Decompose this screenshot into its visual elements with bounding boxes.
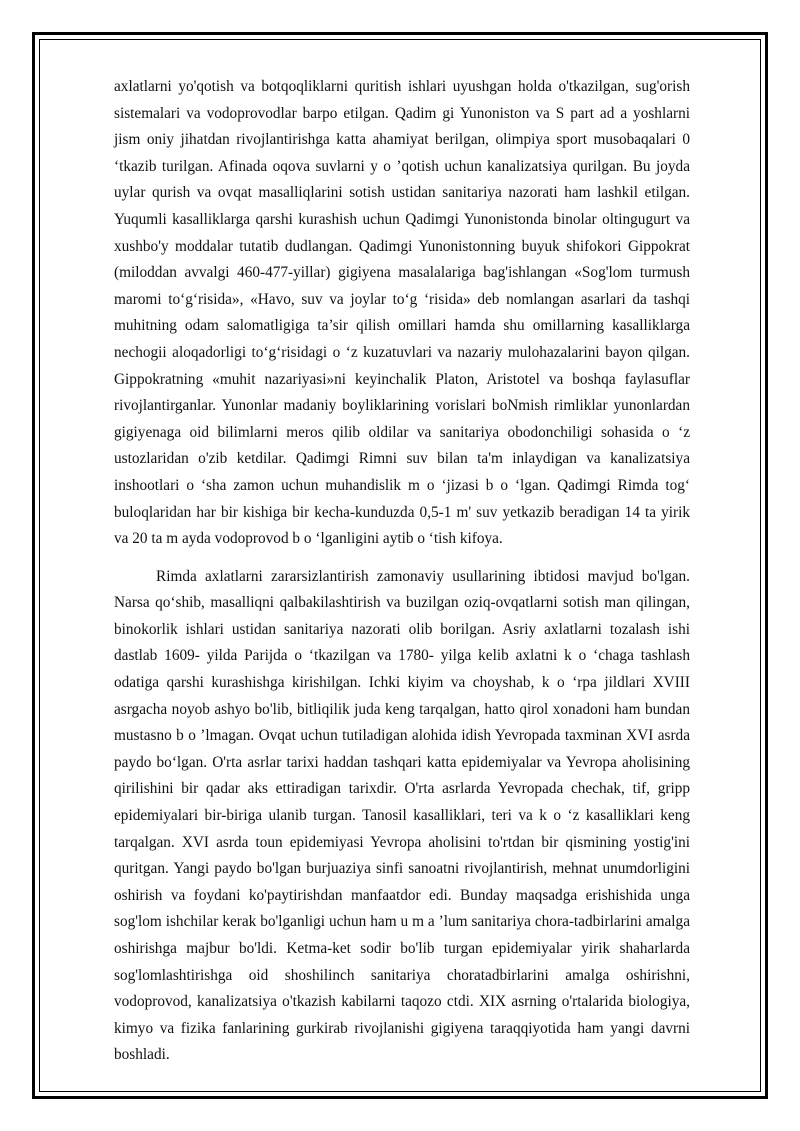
paragraph-1: axlatlarni yo'qotish va botqoqliklarni quritish ishlari uyushgan holda o'tkazilgan, sug'orish sistemalari va vodoprovodlar barpo etilgan. Qadim gi Yunoniston va S part ad a yoshlarni jism oniy jihatdan rivojlantirishga katta ahamiyat berilgan, olimpiya sport musobaqalari 0 ‘tkazib turilgan. Afinada oqova suvlarni y o ’qotish uchun kanalizatsiya qurilgan. Bu joyda uylar qurish va ovqat masalliqlarini sotish ustidan sanitariya nazorati ham lashkil etilgan. Yuqumli kasalliklarga qarshi kurashish uchun Qadimgi Yunonistonda binolar oltingugurt va xushbo'y moddalar tutatib dudlangan. Qadimgi Yunonistonning buyuk shifokori Gippokrat (miloddan avvalgi 460-477-yillar) gigiyena masalalariga bag'ishlangan «Sog'lom turmush maromi to‘g‘risida», «Havo, suv va joylar to‘g ‘risida» deb nomlangan asarlari da tashqi muhitning odam salomatligiga ta’sir qilish omillari hamda shu omillarning kasalliklarga nechogii aloqadorligi to‘g‘risidagi o ‘z kuzatuvlari va nazariy mulohazalarini bayon qilgan. Gippokratning «muhit nazariyasi»ni keyinchalik Platon, Aristotel va boshqa faylasuflar rivojlantirganlar. Yunonlar madaniy boyliklarining vorislari boNmish rimliklar yunonlardan gigiyenaga oid bilimlarni meros qilib oldilar va sanitariya obodonchiligi sohasida o ‘z ustozlaridan o'zib ketdilar. Qadimgi Rimni suv bilan ta'm inlaydigan va kanalizatsiya inshootlari o ‘sha zamon uchun muhandislik m o ‘jizasi b o ‘lgan. Qadimgi Rimda tog‘ buloqlaridan har bir kishiga bir kecha-kunduzda 0,5-1 m' suv yetkazib beradigan 14 ta yirik va 20 ta m ayda vodoprovod b o ‘lganligini aytib o ‘tish kifoya. [114,78,690,548]
document-body [114,74,690,1069]
paragraph-2: Rimda axlatlarni zararsizlantirish zamonaviy usullarining ibtidosi mavjud bo'lgan. Narsa qo‘shib, masalliqni qalbakilashtirish va buzilgan oziq-ovqatlarni sotish man qilingan, binokorlik ishlari ustidan sanitariya nazorati olib borilgan. Asriy axlatlarni tozalash ishi dastlab 1609- yilda Parijda o ‘tkazilgan va 1780- yilga kelib axlatni k o ‘chaga tashlash odatiga qarshi kurashishga kirishilgan. Ichki kiyim va choyshab, k o ‘rpa jildlari XVIII asrgacha noyob ashyo bo'lib, bitliqilik juda keng tarqalgan, hatto qirol xonadoni ham bundan mustasno b o ’lmagan. Ovqat uchun tutiladigan alohida idish Yevropada taxminan XVI asrda paydo bo‘lgan. O'rta asrlar tarixi haddan tashqari katta epidemiyalar va Yevropa aholisining qirilishini bir qadar aks ettiradigan tarixdir. O'rta asrlarda Yevropada chechak, tif, gripp epidemiyalari bir-biriga ulanib turgan. Tanosil kasalliklari, teri va k o ‘z kasalliklari keng tarqalgan. XVI asrda toun epidemiyasi Yevropa aholisini to'rtdan bir qismining yostig'ini quritgan. Yangi paydo bo'lgan burjuaziya sinfi sanoatni rivojlantirish, mehnat unumdorligini oshirish va foydani ko'paytirishdan manfaatdor edi. Bunday maqsadga erishishida unga sog'lom ishchilar kerak bo'lganligi uchun ham u m a ’lum sanitariya chora-tadbirlarini amalga oshirishga majbur bo'ldi. Ketma-ket sodir bo'lib turgan epidemiyalar yirik shaharlarda sog'lomlashtirishga oid shoshilinch sanitariya choratadbirlarini amalga oshirishni, vodoprovod, kanalizatsiya o'tkazish kabilarni taqozo ctdi. XIX asrning o'rtalarida biologiya, kimyo va fizika fanlarining gurkirab rivojlanishi gigiyena taraqqiyotida ham yangi davrni boshladi. [114,567,690,1064]
